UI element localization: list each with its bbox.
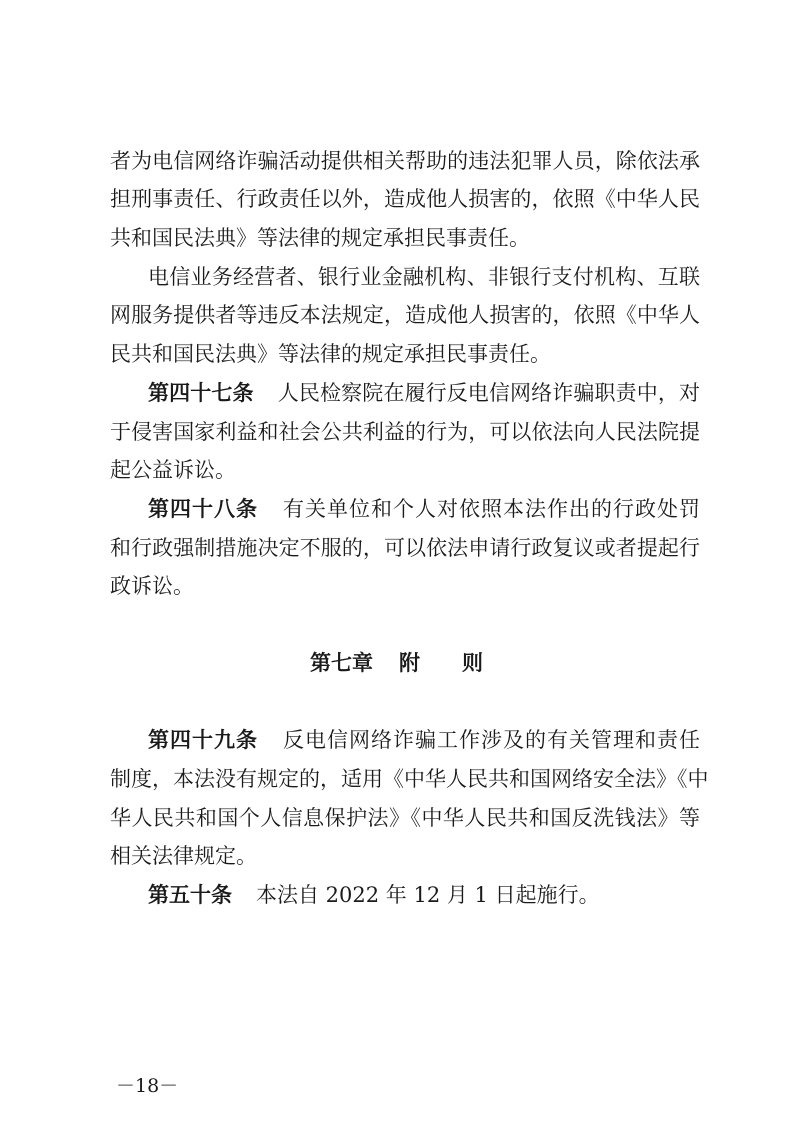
- article-47-line-1: [148, 380, 700, 406]
- page-number: －18－: [116, 1075, 179, 1097]
- para2-line-3: 民共和国民法典》等法律的规定承担民事责任。: [110, 342, 551, 366]
- article-49-line-1: [148, 727, 700, 753]
- para1-line-1: 者为电信网络诈骗活动提供相关帮助的违法犯罪人员，除依法承: [110, 149, 700, 173]
- article-48-label: 第四十八条: [148, 497, 258, 521]
- para1-line-2: 担刑事责任、行政责任以外，造成他人损害的，依照《中华人民: [110, 187, 700, 211]
- article-47-text-1: 人民检察院在履行反电信网络诈骗职责中，对: [277, 381, 701, 405]
- para2-line-2: 网服务提供者等违反本法规定，造成他人损害的，依照《中华人: [110, 303, 700, 327]
- article-50-line-1: [148, 882, 700, 908]
- para1-line-3: 共和国民法典》等法律的规定承担民事责任。: [110, 226, 530, 250]
- article-48-line-2: 和行政强制措施决定不服的，可以依法申请行政复议或者提起行: [110, 536, 700, 560]
- chapter-title-a: 附: [399, 651, 420, 675]
- chapter-title-b: 则: [462, 651, 483, 675]
- article-47-line-3: 起公益诉讼。: [110, 458, 236, 482]
- article-48-text-1: 有关单位和个人对依照本法作出的行政处罚: [282, 497, 700, 521]
- article-49-line-3: 华人民共和国个人信息保护法》《中华人民共和国反洗钱法》等: [110, 806, 700, 830]
- article-50-label: 第五十条: [148, 883, 232, 907]
- article-47-line-2: 于侵害国家利益和社会公共利益的行为，可以依法向人民法院提: [110, 420, 700, 444]
- chapter-heading: [0, 650, 793, 676]
- article-49-line-4: 相关法律规定。: [110, 844, 257, 868]
- article-49-text-1: 反电信网络诈骗工作涉及的有关管理和责任: [282, 728, 700, 752]
- article-50-text: 本法自 2022 年 12 月 1 日起施行。: [256, 883, 600, 907]
- article-49-line-2: 制度，本法没有规定的，适用《中华人民共和国网络安全法》《中: [110, 767, 709, 791]
- para2-line-1: 电信业务经营者、银行业金融机构、非银行支付机构、互联: [148, 265, 700, 289]
- article-47-label: 第四十七条: [148, 381, 254, 405]
- article-48-line-1: [148, 496, 700, 522]
- chapter-number: 第七章: [310, 651, 373, 675]
- article-48-line-3: 政诉讼。: [110, 574, 194, 598]
- article-49-label: 第四十九条: [148, 728, 258, 752]
